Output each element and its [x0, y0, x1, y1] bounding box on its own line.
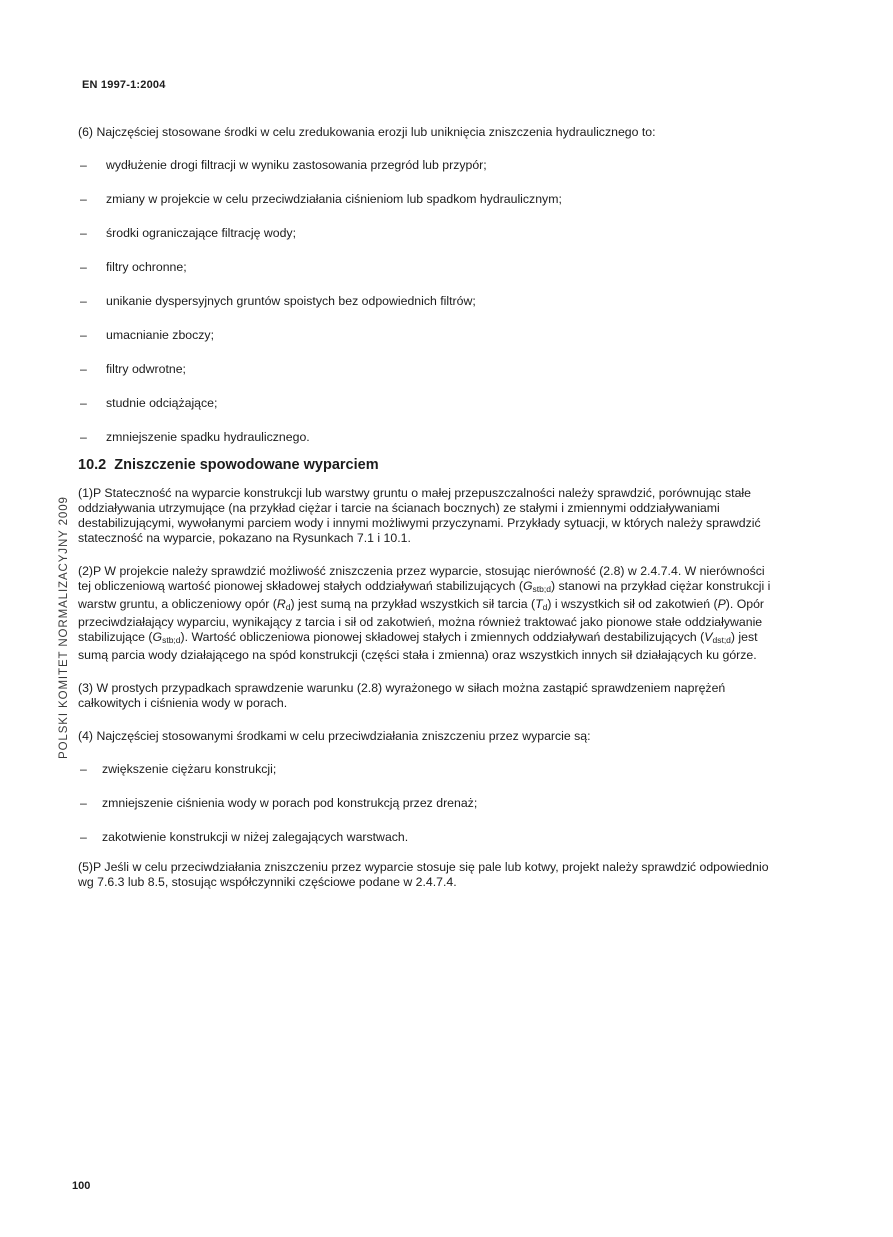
dash-marker: –: [80, 430, 87, 444]
dash-marker: –: [80, 396, 87, 410]
paragraph-4: (4) Najczęściej stosowanymi środkami w celu przeciwdziałania zniszczeniu przez wyparcie są:: [78, 729, 591, 743]
list-item: – zmiany w projekcie w celu przeciwdziałania ciśnieniom lub spadkom hydraulicznym;: [80, 192, 562, 206]
list-item: – zmniejszenie spadku hydraulicznego.: [80, 430, 310, 444]
dash-marker: –: [80, 294, 87, 308]
paragraph-2p: (2)P W projekcie należy sprawdzić możliwość zniszczenia przez wyparcie, stosując nierówność (2.8) w 2.4.7.4. W nierówności tej obliczeniową wartość pionowej składowej stałych oddziaływań stabilizujących $(G_{stb;d})$ stanowi na przykład ciężar konstrukcji i warstw gruntu, a obliczeniowy opór $(R_d)$ jest sumą na przykład wszystkich sił tarcia $(T_d)$ i wszystkich sił od zakotwień (P). Opór przeciwdziałający wyparciu, wynikający z tarcia i sił od zakotwień, można również traktować jako pionowe stałe oddziaływanie stabilizujące $(G_{stb;d})$. Wartość obliczeniowa pionowej składowej stałych i zmiennych oddziaływań destabilizujących $(V_{dst;d})$ jest sumą parcia wody działającego na spód konstrukcji (części stała i zmienna) oraz wszystkich innych sił działających ku górze.: [78, 564, 771, 662]
dash-marker: –: [80, 192, 87, 206]
list-item: – filtry ochronne;: [80, 260, 187, 274]
dash-marker: –: [80, 260, 87, 274]
list-item: – środki ograniczające filtrację wody;: [80, 226, 297, 240]
dash-marker: –: [80, 362, 87, 376]
list-item: – unikanie dyspersyjnych gruntów spoistych bez odpowiednich filtrów;: [80, 294, 476, 308]
uplift-measures-list: [74, 762, 774, 860]
paragraph-6: (6) Najczęściej stosowane środki w celu zredukowania erozji lub uniknięcia zniszczenia hydraulicznego to:: [78, 125, 656, 139]
dash-marker: –: [80, 830, 87, 844]
paragraph-1p: (1)P Stateczność na wyparcie konstrukcji lub warstwy gruntu o małej przepuszczalności należy sprawdzić, porównując stałe oddziaływania utrzymujące (na przykład ciężar i tarcie na ścianach bocznych) ze stałymi i zmiennymi oddziaływaniami destabilizującymi, wywołanymi parciem wody i innymi możliwymi przyczynami. Przykłady sytuacji, w których należy sprawdzić stateczność na wyparcie, pokazano na Rysunkach 7.1 i 10.1.: [78, 486, 761, 545]
erosion-measures-list: [74, 158, 774, 458]
paragraph-3: (3) W prostych przypadkach sprawdzenie warunku (2.8) wyrażonego w siłach można zastąpić sprawdzeniem naprężeń całkowitych i ciśnienia wody w porach.: [78, 681, 726, 710]
dash-marker: –: [80, 158, 87, 172]
dash-marker: –: [80, 762, 87, 776]
list-item: – zmniejszenie ciśnienia wody w porach pod konstrukcją przez drenaż;: [80, 796, 478, 810]
section-number: 10.2: [78, 457, 107, 473]
list-item: – wydłużenie drogi filtracji w wyniku zastosowania przegród lub przypór;: [80, 158, 487, 172]
dash-marker: –: [80, 328, 87, 342]
list-item: – zwiększenie ciężaru konstrukcji;: [80, 762, 277, 776]
paragraph-5p: (5)P Jeśli w celu przeciwdziałania zniszczeniu przez wyparcie stosuje się pale lub kotwy, projekt należy sprawdzić odpowiednio wg 7.6.3 lub 8.5, stosując współczynniki częściowe podane w 2.4.7.4.: [78, 860, 769, 889]
main-content: [74, 125, 774, 908]
list-item: – filtry odwrotne;: [80, 362, 186, 376]
dash-marker: –: [80, 226, 87, 240]
dash-marker: –: [80, 796, 87, 810]
list-item: – zakotwienie konstrukcji w niżej zalegających warstwach.: [80, 830, 409, 844]
list-item: – umacnianie zboczy;: [80, 328, 214, 342]
document-id: EN 1997-1:2004: [82, 79, 166, 91]
page-number: 100: [72, 1180, 91, 1192]
section-heading: [78, 458, 774, 473]
section-title: Zniszczenie spowodowane wyparciem: [114, 457, 379, 473]
side-watermark-text: POLSKI KOMITET NORMALIZACYJNY 2009: [58, 496, 70, 759]
list-item: – studnie odciążające;: [80, 396, 218, 410]
